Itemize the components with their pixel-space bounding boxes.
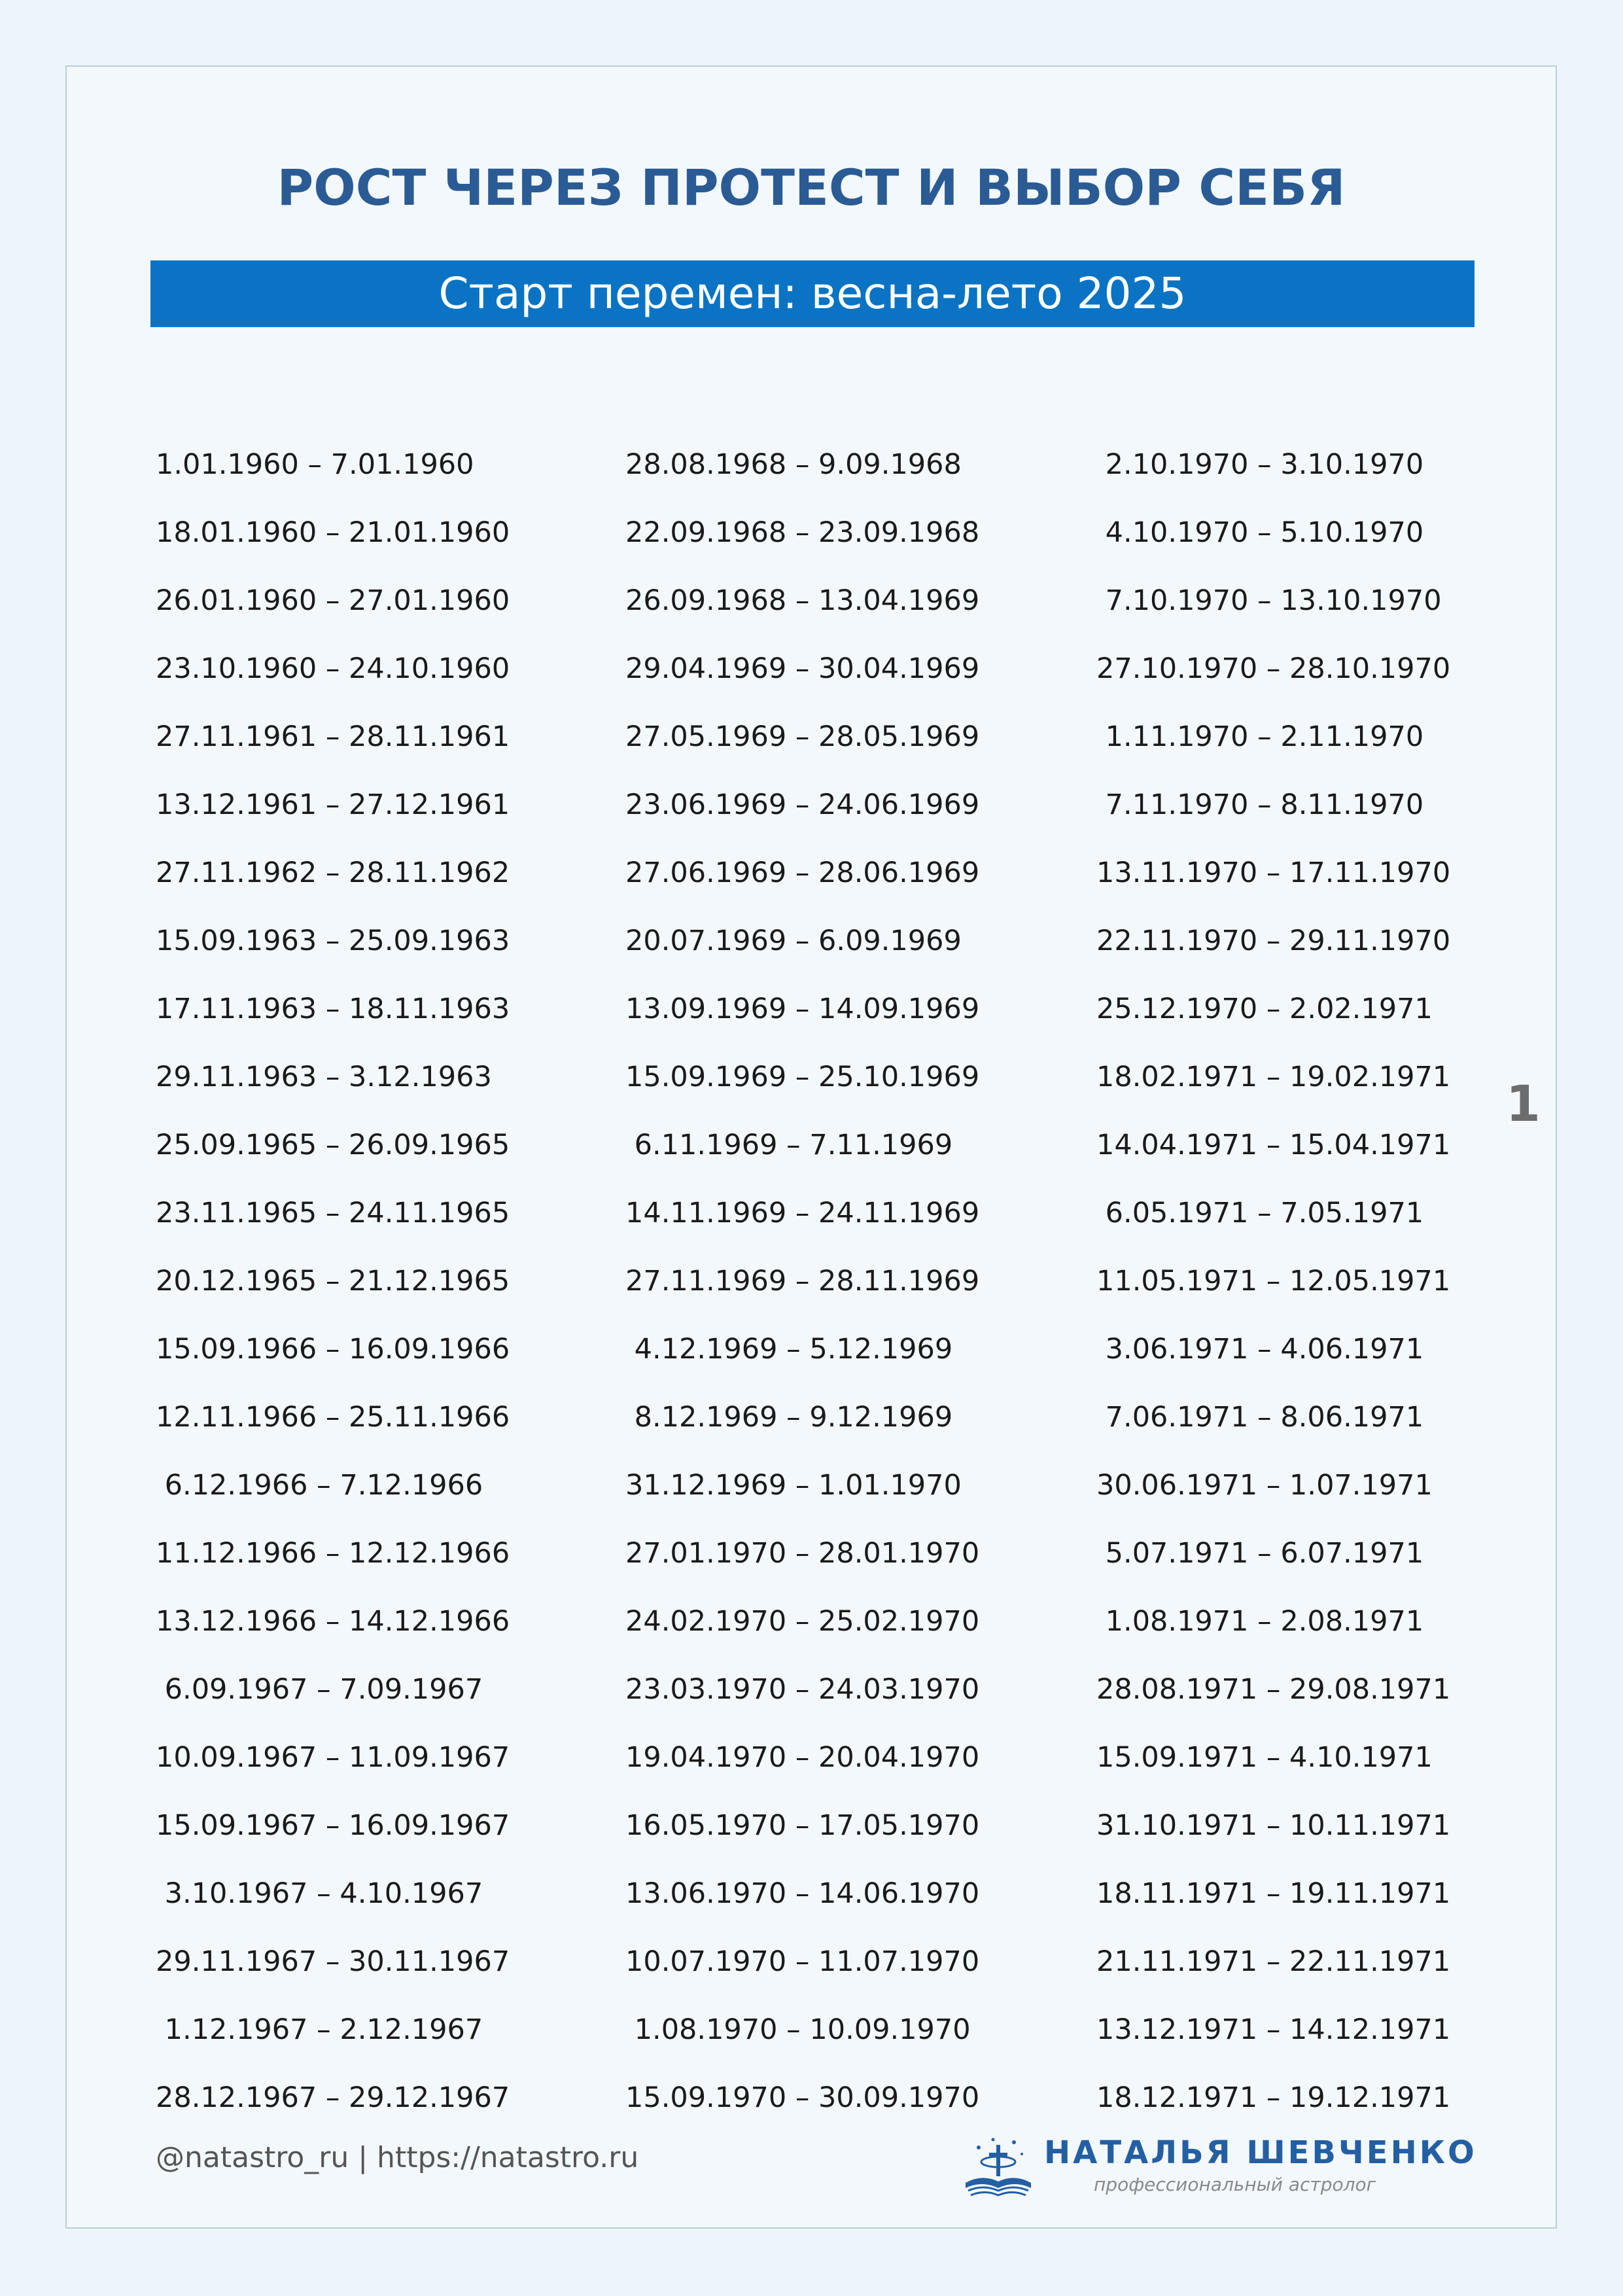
date-column-3 bbox=[1096, 431, 1450, 2132]
date-range-item: 13.06.1970 – 14.06.1970 bbox=[625, 1877, 980, 1910]
date-range-item: 15.09.1963 – 25.09.1963 bbox=[156, 925, 510, 957]
subtitle-banner: Старт перемен: весна-лето 2025 bbox=[150, 260, 1475, 327]
date-range-item: 6.05.1971 – 7.05.1971 bbox=[1096, 1197, 1424, 1229]
date-range-item: 4.10.1970 – 5.10.1970 bbox=[1096, 516, 1424, 549]
date-range-item: 23.03.1970 – 24.03.1970 bbox=[625, 1673, 980, 1706]
date-range-item: 20.07.1969 – 6.09.1969 bbox=[625, 925, 962, 957]
date-range-item: 1.08.1971 – 2.08.1971 bbox=[1096, 1605, 1424, 1638]
date-range-item: 25.12.1970 – 2.02.1971 bbox=[1096, 993, 1433, 1025]
date-range-item: 15.09.1971 – 4.10.1971 bbox=[1096, 1741, 1433, 1774]
date-range-item: 27.01.1970 – 28.01.1970 bbox=[625, 1537, 980, 1570]
date-range-item: 27.11.1962 – 28.11.1962 bbox=[156, 857, 510, 889]
book-logo-icon bbox=[959, 2128, 1038, 2200]
date-range-item: 14.04.1971 – 15.04.1971 bbox=[1096, 1129, 1451, 1161]
date-range-item: 18.02.1971 – 19.02.1971 bbox=[1096, 1061, 1451, 1093]
date-range-item: 26.01.1960 – 27.01.1960 bbox=[156, 584, 510, 617]
date-range-item: 6.09.1967 – 7.09.1967 bbox=[156, 1673, 483, 1706]
date-range-item: 27.05.1969 – 28.05.1969 bbox=[625, 720, 980, 753]
date-range-item: 10.09.1967 – 11.09.1967 bbox=[156, 1741, 510, 1774]
date-range-item: 15.09.1969 – 25.10.1969 bbox=[625, 1061, 980, 1093]
date-range-item: 23.10.1960 – 24.10.1960 bbox=[156, 652, 510, 685]
date-range-item: 31.12.1969 – 1.01.1970 bbox=[625, 1469, 962, 1502]
date-range-item: 13.12.1971 – 14.12.1971 bbox=[1096, 2013, 1451, 2046]
date-range-item: 11.05.1971 – 12.05.1971 bbox=[1096, 1265, 1451, 1298]
brand-name: НАТАЛЬЯ ШЕВЧЕНКО bbox=[1044, 2134, 1477, 2171]
date-range-item: 28.08.1971 – 29.08.1971 bbox=[1096, 1673, 1451, 1706]
date-range-item: 12.11.1966 – 25.11.1966 bbox=[156, 1401, 510, 1434]
date-range-item: 14.11.1969 – 24.11.1969 bbox=[625, 1197, 980, 1229]
date-range-item: 27.11.1969 – 28.11.1969 bbox=[625, 1265, 980, 1298]
author-brand bbox=[959, 2128, 1522, 2200]
date-range-item: 29.11.1967 – 30.11.1967 bbox=[156, 1945, 510, 1978]
date-range-item: 28.08.1968 – 9.09.1968 bbox=[625, 448, 962, 481]
date-range-item: 26.09.1968 – 13.04.1969 bbox=[625, 584, 980, 617]
date-range-item: 18.01.1960 – 21.01.1960 bbox=[156, 516, 510, 549]
date-range-item: 3.06.1971 – 4.06.1971 bbox=[1096, 1333, 1424, 1366]
date-range-item: 29.04.1969 – 30.04.1969 bbox=[625, 652, 980, 685]
date-range-item: 21.11.1971 – 22.11.1971 bbox=[1096, 1945, 1451, 1978]
date-range-item: 1.11.1970 – 2.11.1970 bbox=[1096, 720, 1424, 753]
date-range-item: 18.11.1971 – 19.11.1971 bbox=[1096, 1877, 1451, 1910]
date-range-item: 24.02.1970 – 25.02.1970 bbox=[625, 1605, 980, 1638]
footer-contacts: @natastro_ru | https://natastro.ru bbox=[156, 2141, 639, 2174]
date-range-item: 28.12.1967 – 29.12.1967 bbox=[156, 2081, 510, 2114]
date-range-item: 17.11.1963 – 18.11.1963 bbox=[156, 993, 510, 1025]
date-range-item: 22.11.1970 – 29.11.1970 bbox=[1096, 925, 1451, 957]
date-range-item: 11.12.1966 – 12.12.1966 bbox=[156, 1537, 510, 1570]
date-range-item: 23.11.1965 – 24.11.1965 bbox=[156, 1197, 510, 1229]
date-column-2 bbox=[625, 431, 979, 2132]
date-range-item: 6.12.1966 – 7.12.1966 bbox=[156, 1469, 483, 1502]
date-range-item: 4.12.1969 – 5.12.1969 bbox=[625, 1333, 953, 1366]
date-range-item: 15.09.1966 – 16.09.1966 bbox=[156, 1333, 510, 1366]
date-ranges-table bbox=[67, 431, 1556, 2132]
date-range-item: 19.04.1970 – 20.04.1970 bbox=[625, 1741, 980, 1774]
document-page bbox=[65, 65, 1557, 2229]
date-range-item: 29.11.1963 – 3.12.1963 bbox=[156, 1061, 492, 1093]
date-range-item: 15.09.1970 – 30.09.1970 bbox=[625, 2081, 980, 2114]
date-range-item: 27.10.1970 – 28.10.1970 bbox=[1096, 652, 1451, 685]
date-range-item: 13.09.1969 – 14.09.1969 bbox=[625, 993, 980, 1025]
date-range-item: 8.12.1969 – 9.12.1969 bbox=[625, 1401, 953, 1434]
date-range-item: 7.11.1970 – 8.11.1970 bbox=[1096, 788, 1424, 821]
date-range-item: 22.09.1968 – 23.09.1968 bbox=[625, 516, 980, 549]
date-range-item: 15.09.1967 – 16.09.1967 bbox=[156, 1809, 510, 1842]
date-range-item: 13.12.1966 – 14.12.1966 bbox=[156, 1605, 510, 1638]
date-range-item: 1.08.1970 – 10.09.1970 bbox=[625, 2013, 971, 2046]
date-range-item: 1.01.1960 – 7.01.1960 bbox=[156, 448, 474, 481]
date-range-item: 7.06.1971 – 8.06.1971 bbox=[1096, 1401, 1424, 1434]
date-range-item: 10.07.1970 – 11.07.1970 bbox=[625, 1945, 980, 1978]
date-range-item: 30.06.1971 – 1.07.1971 bbox=[1096, 1469, 1433, 1502]
date-range-item: 3.10.1967 – 4.10.1967 bbox=[156, 1877, 483, 1910]
date-range-item: 7.10.1970 – 13.10.1970 bbox=[1096, 584, 1442, 617]
date-range-item: 23.06.1969 – 24.06.1969 bbox=[625, 788, 980, 821]
date-range-item: 25.09.1965 – 26.09.1965 bbox=[156, 1129, 510, 1161]
date-range-item: 27.06.1969 – 28.06.1969 bbox=[625, 857, 980, 889]
date-range-item: 1.12.1967 – 2.12.1967 bbox=[156, 2013, 483, 2046]
date-range-item: 2.10.1970 – 3.10.1970 bbox=[1096, 448, 1424, 481]
date-range-item: 16.05.1970 – 17.05.1970 bbox=[625, 1809, 980, 1842]
date-range-item: 13.12.1961 – 27.12.1961 bbox=[156, 788, 510, 821]
date-range-item: 31.10.1971 – 10.11.1971 bbox=[1096, 1809, 1451, 1842]
page-title: РОСТ ЧЕРЕЗ ПРОТЕСТ И ВЫБОР СЕБЯ bbox=[277, 158, 1346, 217]
brand-tagline: профессиональный астролог bbox=[1094, 2174, 1376, 2195]
date-range-item: 6.11.1969 – 7.11.1969 bbox=[625, 1129, 953, 1161]
page-number: 1 bbox=[1506, 1074, 1541, 1133]
date-range-item: 20.12.1965 – 21.12.1965 bbox=[156, 1265, 510, 1298]
date-range-item: 18.12.1971 – 19.12.1971 bbox=[1096, 2081, 1451, 2114]
date-column-1 bbox=[156, 431, 510, 2132]
date-range-item: 13.11.1970 – 17.11.1970 bbox=[1096, 857, 1451, 889]
date-range-item: 5.07.1971 – 6.07.1971 bbox=[1096, 1537, 1424, 1570]
date-range-item: 27.11.1961 – 28.11.1961 bbox=[156, 720, 510, 753]
